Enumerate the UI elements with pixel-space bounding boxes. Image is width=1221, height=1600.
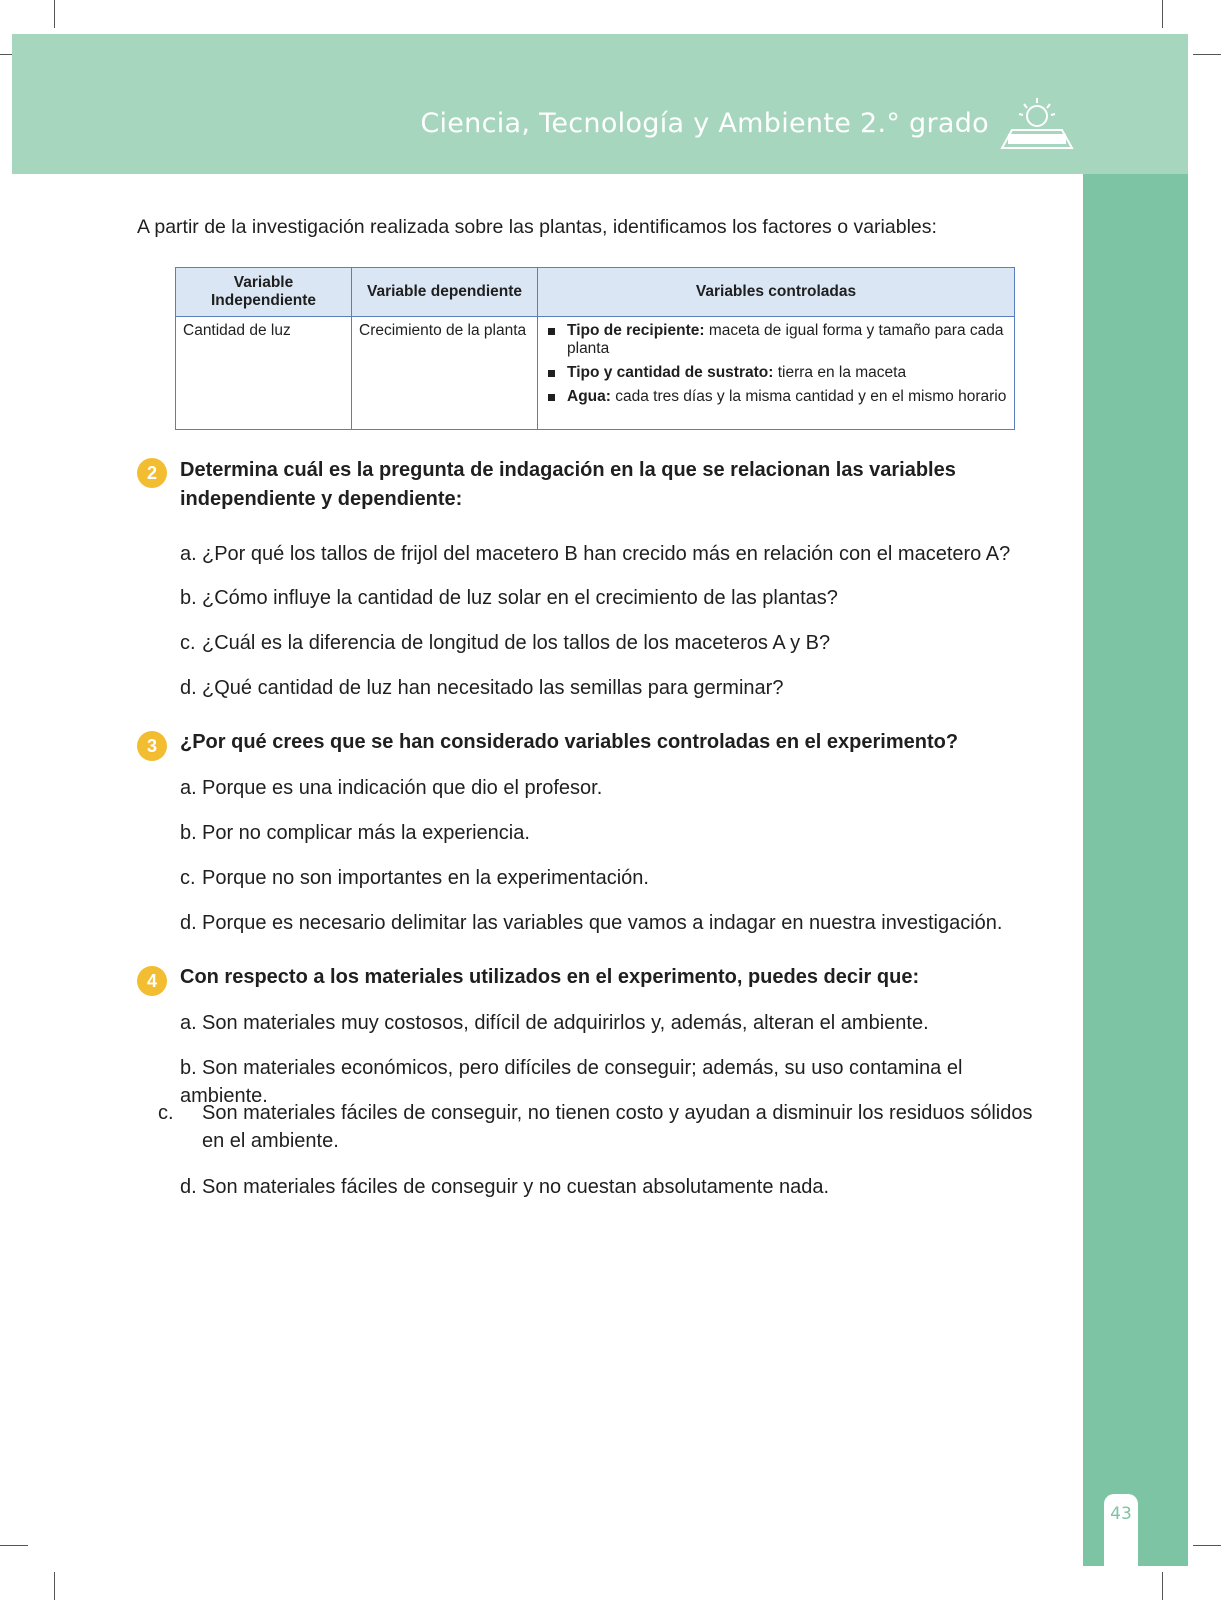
controlled-item: Agua: cada tres días y la misma cantidad y en el mismo horario — [545, 388, 1007, 406]
cell-independent: Cantidad de luz — [176, 317, 352, 430]
crop-mark — [54, 0, 55, 28]
question-option: b. Son materiales económicos, pero difíciles de conseguir; además, su uso contamina el ambiente. — [180, 1057, 963, 1107]
question-option: a. ¿Por qué los tallos de frijol del macetero B han crecido más en relación con el macetero A? — [180, 543, 1011, 565]
controlled-item: Tipo de recipiente: maceta de igual forma y tamaño para cada planta — [545, 322, 1007, 358]
question-option: a. Porque es una indicación que dio el profesor. — [180, 777, 603, 799]
question-text: ¿Por qué crees que se han considerado variables controladas en el experimento? — [180, 731, 959, 753]
question-option: d. Porque es necesario delimitar las variables que vamos a indagar en nuestra investigación. — [180, 912, 1003, 934]
question-option: d. ¿Qué cantidad de luz han necesitado las semillas para germinar? — [180, 677, 784, 699]
question-number-badge: 2 — [137, 458, 167, 488]
crop-mark — [0, 1545, 28, 1546]
cell-controlled — [538, 317, 1015, 430]
question-text: Determina cuál es la pregunta de indagación en la que se relacionan las variables independiente y dependiente: — [180, 459, 956, 510]
crop-mark — [1162, 1572, 1163, 1600]
cell-dependent: Crecimiento de la planta — [352, 317, 538, 430]
question-option: b. Por no complicar más la experiencia. — [180, 822, 530, 844]
intro-text: A partir de la investigación realizada sobre las plantas, identificamos los factores o variables: — [137, 216, 937, 238]
side-band — [1083, 174, 1188, 1566]
crop-mark — [54, 1572, 55, 1600]
question-option: c. Porque no son importantes en la experimentación. — [180, 867, 649, 889]
page-title: Ciencia, Tecnología y Ambiente 2.° grado — [420, 108, 989, 139]
variables-table — [175, 267, 1015, 430]
crop-mark — [1193, 1545, 1221, 1546]
crop-mark — [1193, 54, 1221, 55]
header-controlled: Variables controladas — [538, 268, 1015, 317]
header-independent: Variable Independiente — [176, 268, 352, 317]
jornada-escolar-logo — [996, 96, 1078, 156]
header-dependent: Variable dependiente — [352, 268, 538, 317]
crop-mark — [1162, 0, 1163, 28]
question-option: b. ¿Cómo influye la cantidad de luz solar en el crecimiento de las plantas? — [180, 587, 838, 609]
question-number-badge: 4 — [137, 966, 167, 996]
question-text: Con respecto a los materiales utilizados en el experimento, puedes decir que: — [180, 966, 920, 988]
question-number-badge: 3 — [137, 731, 167, 761]
controlled-item: Tipo y cantidad de sustrato: tierra en la maceta — [545, 364, 1007, 382]
question-option: c. ¿Cuál es la diferencia de longitud de los tallos de los maceteros A y B? — [180, 632, 831, 654]
question-option: a. Son materiales muy costosos, difícil de adquirirlos y, además, alteran el ambiente. — [180, 1012, 929, 1034]
question-option: c. Son materiales fáciles de conseguir, no tienen costo y ayudan a disminuir los residuos sólidos en el ambiente. — [158, 1102, 1033, 1152]
page-number: 43 — [1110, 1504, 1132, 1524]
question-option: d. Son materiales fáciles de conseguir y no cuestan absolutamente nada. — [180, 1176, 830, 1198]
